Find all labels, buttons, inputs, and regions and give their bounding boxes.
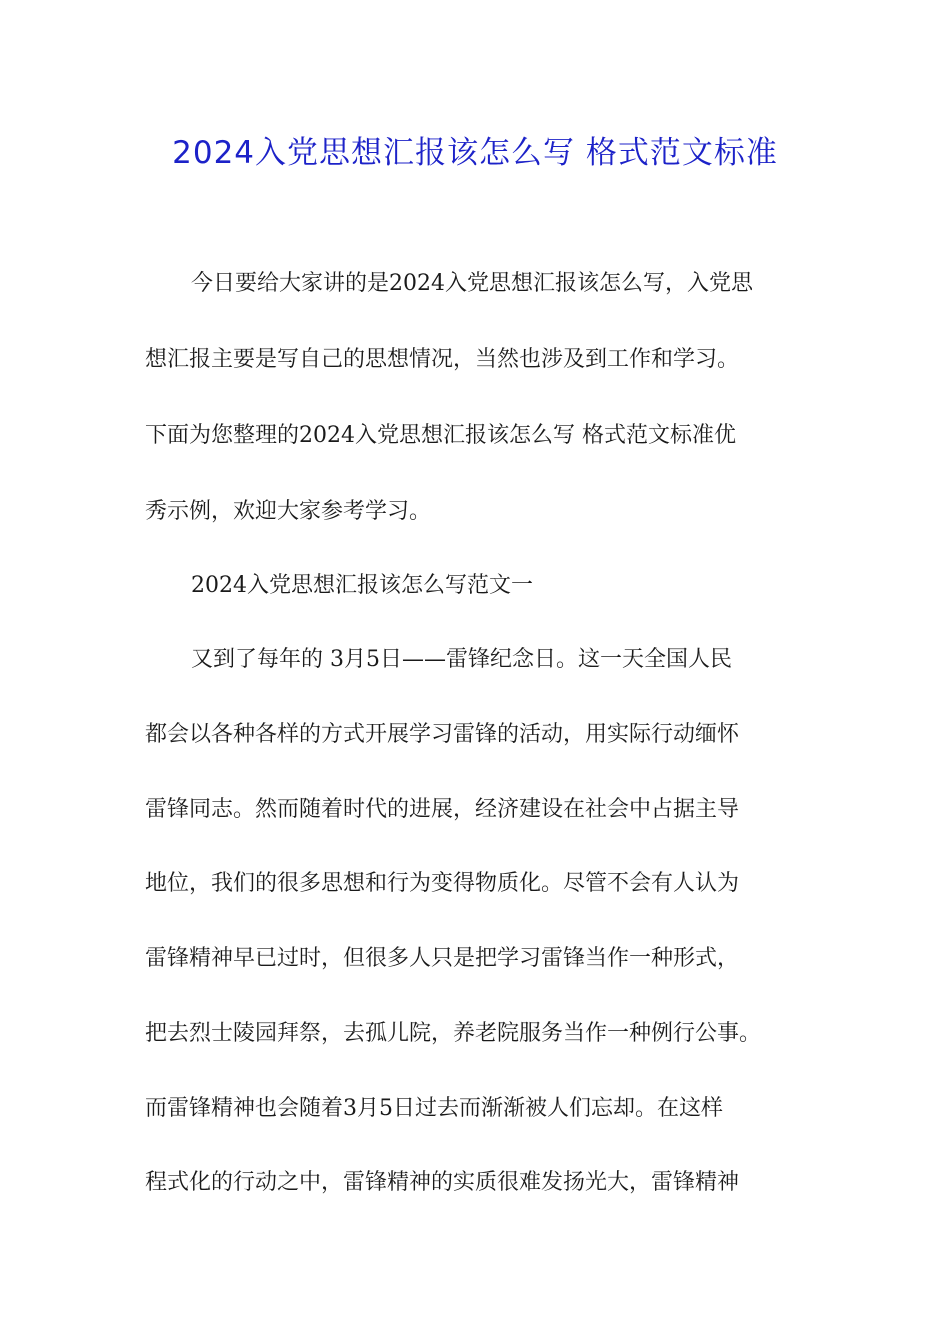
paragraph-line: 下面为您整理的2024入党思想汇报该怎么写 格式范文标准优 [145, 423, 736, 448]
paragraph-line: 程式化的行动之中，雷锋精神的实质很难发扬光大，雷锋精神 [145, 1170, 740, 1195]
paragraph-line: 今日要给大家讲的是2024入党思想汇报该怎么写，入党思 [191, 271, 753, 296]
paragraph-line: 秀示例，欢迎大家参考学习。 [145, 499, 432, 524]
document-title: 2024入党思想汇报该怎么写 格式范文标准 [172, 135, 778, 171]
section-heading: 2024入党思想汇报该怎么写范文一 [191, 573, 533, 598]
paragraph-line: 都会以各种各样的方式开展学习雷锋的活动，用实际行动缅怀 [145, 722, 740, 747]
paragraph-line: 想汇报主要是写自己的思想情况，当然也涉及到工作和学习。 [145, 347, 740, 372]
paragraph-line: 地位，我们的很多思想和行为变得物质化。尽管不会有人认为 [145, 871, 740, 896]
paragraph-line: 又到了每年的 3月5日——雷锋纪念日。这一天全国人民 [191, 647, 732, 672]
paragraph-line: 雷锋精神早已过时，但很多人只是把学习雷锋当作一种形式， [145, 946, 740, 971]
paragraph-line: 而雷锋精神也会随着3月5日过去而渐渐被人们忘却。在这样 [145, 1096, 723, 1121]
paragraph-line: 把去烈士陵园拜祭，去孤儿院，养老院服务当作一种例行公事。 [145, 1021, 762, 1046]
paragraph-line: 雷锋同志。然而随着时代的进展，经济建设在社会中占据主导 [145, 797, 740, 822]
